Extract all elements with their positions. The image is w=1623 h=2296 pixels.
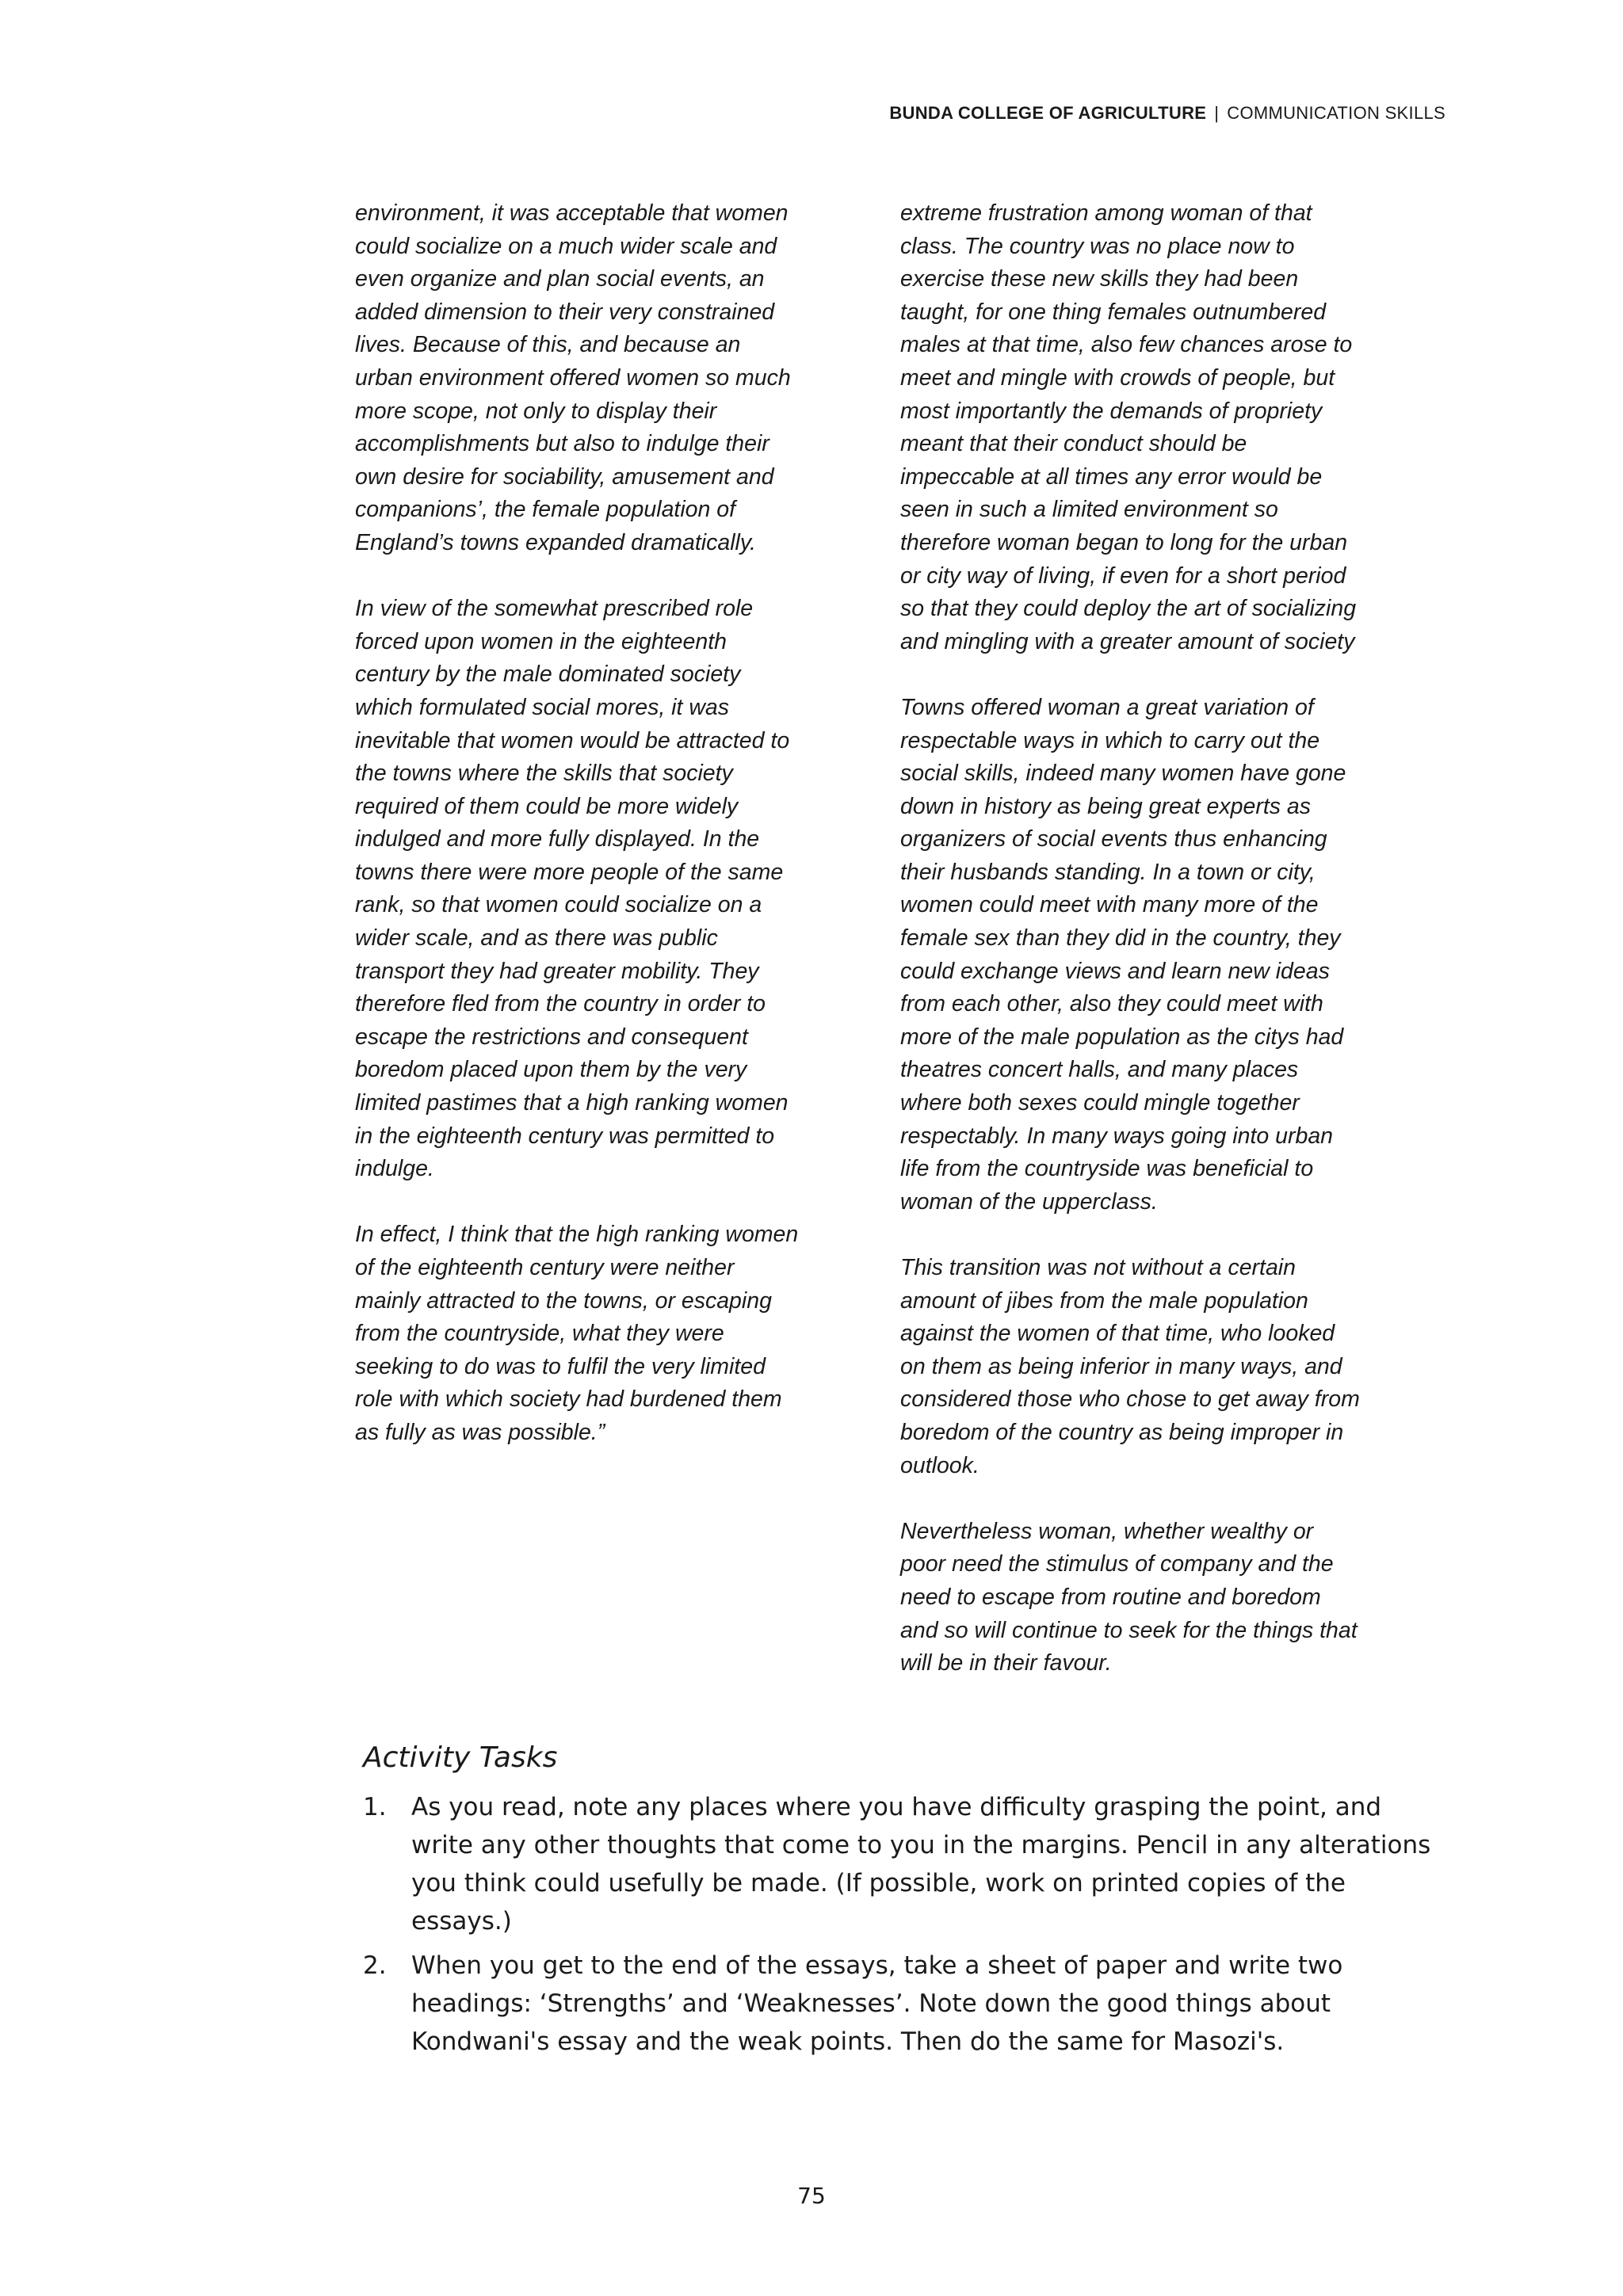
text-line: boredom placed upon them by the very xyxy=(355,1057,747,1083)
text-line: inevitable that women would be attracted to xyxy=(355,727,790,753)
text-line: which formulated social mores, it was xyxy=(355,694,730,720)
text-line: from the countryside, what they were xyxy=(355,1321,724,1347)
text-line: need to escape from routine and boredom xyxy=(900,1584,1321,1610)
essay-paragraph xyxy=(900,1516,1407,1680)
text-line: amount of jibes from the male population xyxy=(900,1287,1308,1314)
text-line: boredom of the country as being improper in xyxy=(900,1419,1344,1445)
activity-tasks-section xyxy=(363,1739,1441,2067)
text-line: wider scale, and as there was public xyxy=(355,925,718,952)
essay-paragraph xyxy=(900,1252,1407,1482)
text-line: role with which society had burdened them xyxy=(355,1386,782,1413)
text-line: own desire for sociability, amusement and xyxy=(355,463,774,490)
text-line: most importantly the demands of propriety xyxy=(900,398,1323,424)
header-college: BUNDA COLLEGE OF AGRICULTURE xyxy=(889,103,1207,123)
text-line: environment, it was acceptable that women xyxy=(355,200,789,226)
text-line: towns there were more people of the same xyxy=(355,859,784,885)
page-number: 75 xyxy=(797,2183,826,2209)
text-line: could exchange views and learn new ideas xyxy=(900,958,1330,984)
essay-right-column xyxy=(900,197,1407,1713)
running-header xyxy=(889,103,1445,124)
text-line: limited pastimes that a high ranking women xyxy=(355,1090,789,1116)
activity-task-item xyxy=(363,1947,1441,2061)
text-line: social skills, indeed many women have gone xyxy=(900,761,1346,787)
text-line: outlook. xyxy=(900,1452,980,1478)
essay-paragraph xyxy=(900,692,1407,1219)
text-line: indulged and more fully displayed. In the xyxy=(355,826,760,852)
text-line: lives. Because of this, and because an xyxy=(355,332,741,358)
text-line: urban environment offered women so much xyxy=(355,364,791,391)
text-line: as fully as was possible.” xyxy=(355,1419,605,1445)
essay-paragraph xyxy=(355,593,846,1186)
text-line: mainly attracted to the towns, or escaping xyxy=(355,1287,772,1314)
text-line: theatres concert halls, and many places xyxy=(900,1057,1299,1083)
text-line: This transition was not without a certain xyxy=(900,1255,1296,1280)
text-line: rank, so that women could socialize on a xyxy=(355,892,762,918)
text-line: or city way of living, if even for a short period xyxy=(900,563,1346,589)
text-line: where both sexes could mingle together xyxy=(900,1090,1300,1116)
text-line: life from the countryside was beneficial to xyxy=(900,1156,1314,1182)
text-line: required of them could be more widely xyxy=(355,793,739,819)
text-line: more scope, not only to display their xyxy=(355,398,717,424)
text-line: therefore woman began to long for the urban xyxy=(900,529,1348,555)
text-line: accomplishments but also to indulge their xyxy=(355,431,769,457)
text-line: meant that their conduct should be xyxy=(900,431,1247,457)
text-line: and mingling with a greater amount of society xyxy=(900,628,1355,654)
text-line: female sex than they did in the country, they xyxy=(900,925,1341,952)
text-line: the towns where the skills that society xyxy=(355,761,733,787)
text-line: considered those who chose to get away from xyxy=(900,1386,1360,1413)
text-line: seen in such a limited environment so xyxy=(900,497,1278,523)
text-line: of the eighteenth century were neither xyxy=(355,1255,735,1280)
text-line: respectably. In many ways going into urban xyxy=(900,1123,1334,1149)
text-line: companions’, the female population of xyxy=(355,497,736,523)
text-line: In effect, I think that the high ranking women xyxy=(355,1222,799,1248)
text-line: even organize and plan social events, an xyxy=(355,266,765,292)
text-line: England’s towns expanded dramatically. xyxy=(355,529,756,555)
essay-paragraph xyxy=(900,197,1407,658)
text-line: against the women of that time, who looked xyxy=(900,1321,1335,1347)
text-line: Nevertheless woman, whether wealthy or xyxy=(900,1518,1314,1544)
text-line: more of the male population as the citys had xyxy=(900,1024,1344,1050)
text-line: poor need the stimulus of company and the xyxy=(900,1551,1334,1577)
text-line: could socialize on a much wider scale and xyxy=(355,233,777,259)
text-line: extreme frustration among woman of that xyxy=(900,200,1312,226)
header-separator: | xyxy=(1214,103,1220,123)
text-line: organizers of social events thus enhancing xyxy=(900,826,1327,852)
text-line: added dimension to their very constrained xyxy=(355,299,775,325)
task-text: As you read, note any places where you have difficulty grasping the point, and write any other thoughts that come to you in the margins. Pencil in any alterations you think could usefully be made. (If possible, work on printed copies of the essays.) xyxy=(411,1793,1431,1936)
text-line: class. The country was no place now to xyxy=(900,233,1295,259)
text-line: will be in their favour. xyxy=(900,1650,1112,1676)
text-line: in the eighteenth century was permitted to xyxy=(355,1123,775,1149)
text-line: seeking to do was to fulfil the very limited xyxy=(355,1353,766,1379)
text-line: indulge. xyxy=(355,1156,434,1182)
activity-task-list xyxy=(363,1788,1441,2061)
text-line: males at that time, also few chances arose to xyxy=(900,332,1353,358)
text-line: so that they could deploy the art of socializing xyxy=(900,596,1357,622)
text-line: respectable ways in which to carry out the xyxy=(900,727,1320,753)
activity-tasks-heading: Activity Tasks xyxy=(363,1741,558,1774)
task-number: 1. xyxy=(363,1793,387,1821)
text-line: therefore fled from the country in order to xyxy=(355,991,766,1017)
text-line: from each other, also they could meet with xyxy=(900,991,1323,1017)
text-line: transport they had greater mobility. They xyxy=(355,958,759,984)
essay-left-column xyxy=(355,197,846,1482)
text-line: and so will continue to seek for the things that xyxy=(900,1617,1358,1643)
text-line: In view of the somewhat prescribed role xyxy=(355,596,754,622)
header-course: COMMUNICATION SKILLS xyxy=(1227,103,1445,123)
text-line: taught, for one thing females outnumbered xyxy=(900,299,1327,325)
text-line: their husbands standing. In a town or city, xyxy=(900,859,1316,885)
task-number: 2. xyxy=(363,1951,387,1980)
text-line: exercise these new skills they had been xyxy=(900,266,1299,292)
text-line: escape the restrictions and consequent xyxy=(355,1024,748,1050)
essay-paragraph xyxy=(355,1219,846,1449)
text-line: forced upon women in the eighteenth xyxy=(355,628,727,654)
text-line: Towns offered woman a great variation of xyxy=(900,694,1314,720)
text-line: meet and mingle with crowds of people, but xyxy=(900,364,1335,391)
text-line: women could meet with many more of the xyxy=(900,892,1319,918)
essay-paragraph xyxy=(355,197,846,560)
text-line: on them as being inferior in many ways, and xyxy=(900,1353,1342,1379)
text-line: impeccable at all times any error would be xyxy=(900,463,1323,490)
text-line: woman of the upperclass. xyxy=(900,1188,1158,1215)
activity-task-item xyxy=(363,1788,1441,1940)
text-line: down in history as being great experts as xyxy=(900,793,1312,819)
text-line: century by the male dominated society xyxy=(355,662,741,688)
task-text: When you get to the end of the essays, take a sheet of paper and write two headings: ‘Strengths’ and ‘Weaknesses’. Note down the good things about Kondwani's essay and the weak points. Then do the same for Masozi's. xyxy=(411,1951,1343,2056)
